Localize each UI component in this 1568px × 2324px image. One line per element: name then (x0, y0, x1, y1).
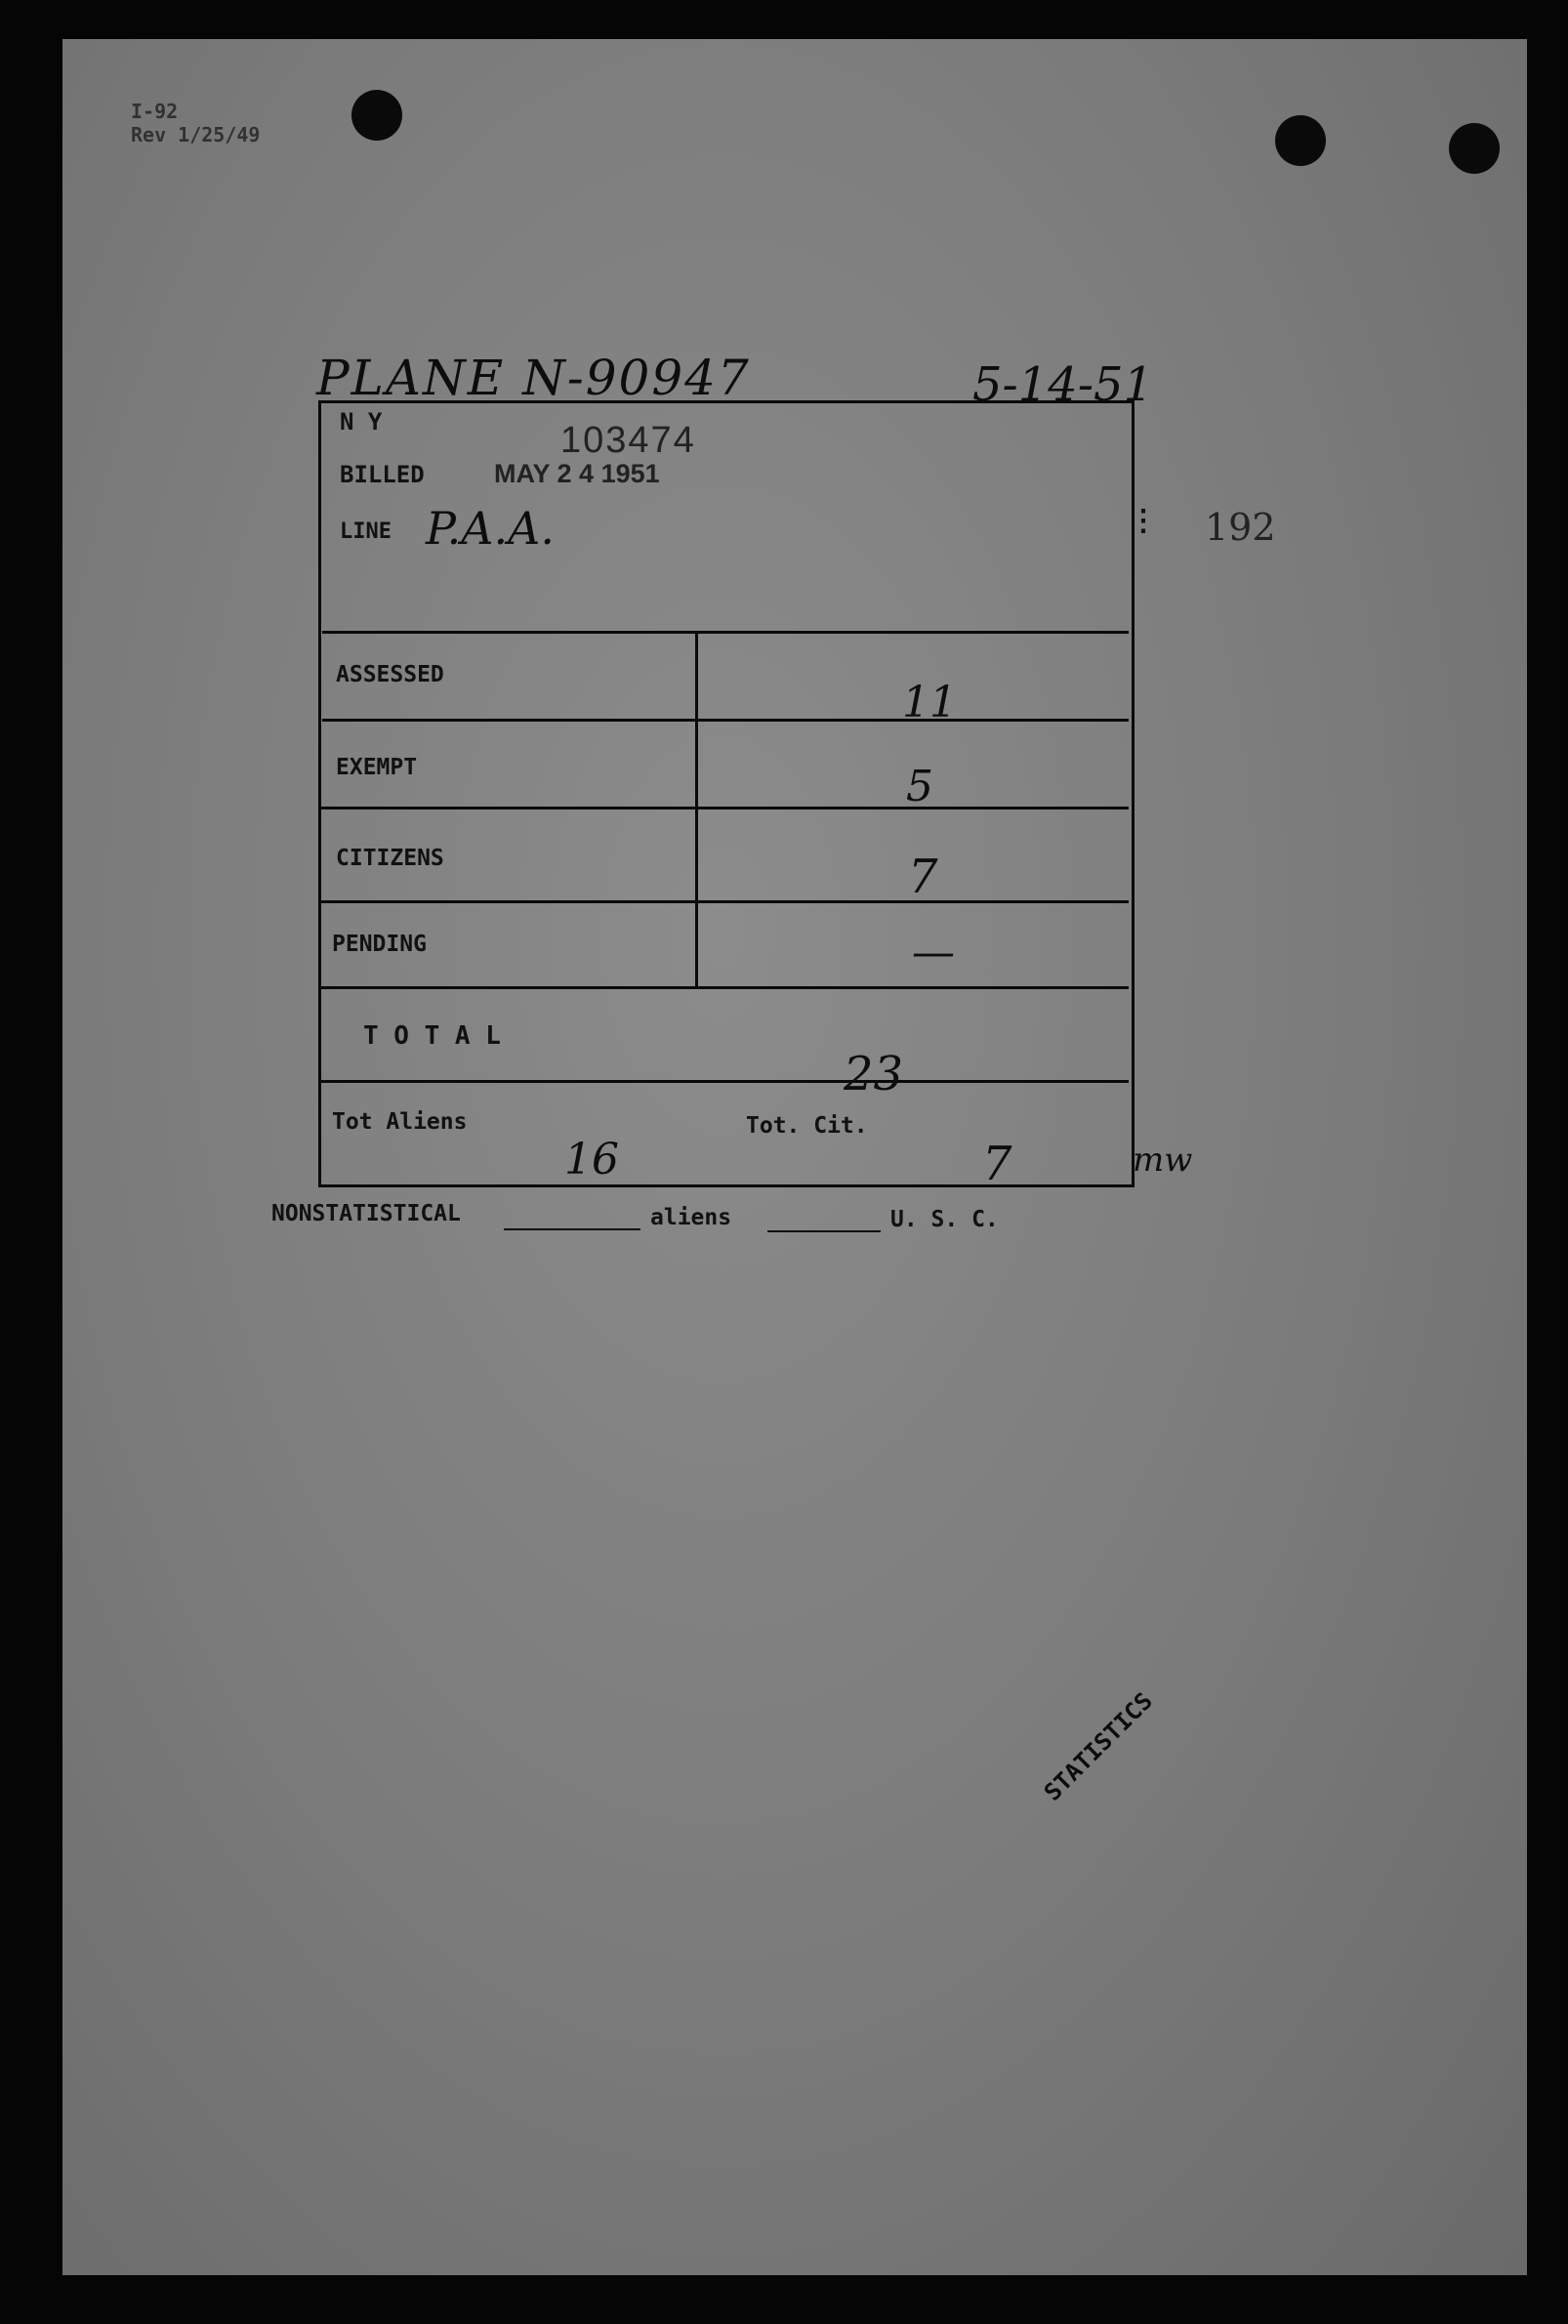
plane-number: PLANE N-90947 (316, 350, 751, 406)
row-value-assessed: 11 (902, 678, 957, 727)
punch-hole (351, 90, 402, 141)
total-value: 23 (844, 1047, 904, 1101)
total-aliens-value: 16 (564, 1135, 619, 1184)
row-label-citizens: CITIZENS (336, 846, 444, 871)
row-value-exempt: 5 (906, 762, 933, 811)
total-label: T O T A L (363, 1021, 501, 1051)
column-divider (695, 631, 698, 986)
nonstatistical-aliens-label: aliens (650, 1205, 732, 1230)
rule (318, 900, 1129, 903)
punch-hole (1275, 115, 1326, 166)
total-aliens-label: Tot Aliens (332, 1109, 468, 1135)
rule (318, 1080, 1129, 1083)
blank-line (504, 1228, 640, 1230)
row-label-assessed: ASSESSED (336, 662, 444, 687)
form-code: I-92 Rev 1/25/49 (131, 100, 261, 146)
total-citizens-value: 7 (982, 1137, 1012, 1191)
billed-date: MAY 2 4 1951 (494, 459, 660, 488)
row-label-pending: PENDING (332, 932, 427, 957)
rule (318, 986, 1129, 989)
initials: mw (1133, 1141, 1193, 1180)
statistics-stamp: STATISTICS (1039, 1686, 1158, 1806)
blank-line (767, 1230, 881, 1232)
punch-hole (1449, 123, 1500, 174)
line-value: P.A.A. (426, 502, 555, 555)
row-value-pending: — (912, 928, 955, 977)
nonstatistical-label: NONSTATISTICAL (271, 1201, 461, 1226)
rule (322, 631, 1129, 634)
row-value-citizens: 7 (908, 850, 938, 904)
handwritten-date: 5-14-51 (972, 357, 1154, 412)
row-label-exempt: EXEMPT (336, 755, 418, 780)
side-mark: ⋮ (1129, 504, 1158, 538)
rule (318, 807, 1129, 809)
serial-number: 103474 (560, 420, 696, 461)
ns-label: N Y (340, 408, 383, 436)
nonstatistical-usc-label: U. S. C. (890, 1207, 999, 1232)
line-label: LINE (340, 519, 392, 544)
total-citizens-label: Tot. Cit. (746, 1113, 868, 1139)
document-page (62, 39, 1527, 2275)
billed-label: BILLED (340, 461, 425, 488)
side-number: 192 (1205, 506, 1276, 549)
rule (322, 719, 1129, 722)
